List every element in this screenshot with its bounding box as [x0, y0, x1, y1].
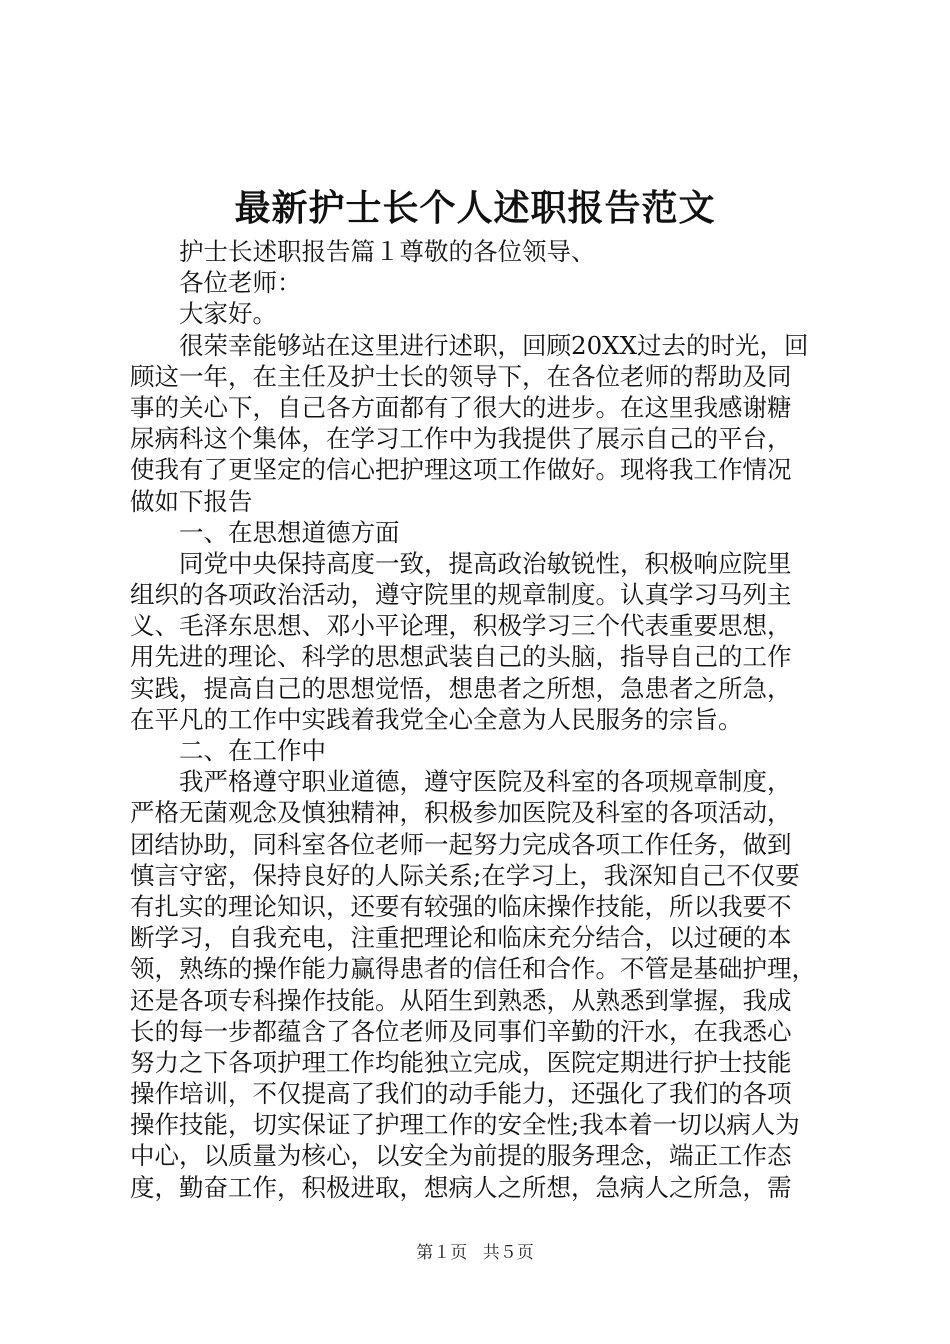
text-line: 度，勤奋工作，积极进取，想病人之所想，急病人之所急，需: [130, 1172, 792, 1202]
text-line: 有扎实的理论知识，还要有较强的临床操作技能，所以我要不: [130, 891, 792, 921]
text-line: 在平凡的工作中实践着我党全心全意为人民服务的宗旨。: [130, 704, 743, 734]
text-line: 中心，以质量为核心，以安全为前提的服务理念，端正工作态: [130, 1141, 792, 1171]
text-line: 尿病科这个集体，在学习工作中为我提供了展示自己的平台，: [130, 424, 792, 454]
text-line: 操作技能，切实保证了护理工作的安全性;我本着一切以病人为: [130, 1110, 800, 1140]
page-footer: [0, 1242, 950, 1264]
document-body: [130, 236, 830, 1203]
text-line: 大家好。: [179, 299, 277, 329]
text-line: 严格无菌观念及慎独精神，积极参加医院及科室的各项活动，: [130, 798, 792, 828]
text-line: 用先进的理论、科学的思想武装自己的头脑，指导自己的工作: [130, 642, 792, 672]
text-line: 实践，提高自己的思想觉悟，想患者之所想，急患者之所急，: [130, 673, 792, 703]
page-total: 共５页: [482, 1243, 534, 1263]
text-line: 慎言守密，保持良好的人际关系;在学习上，我深知自己不仅要: [130, 860, 800, 890]
page-number: 第１页: [416, 1243, 468, 1263]
text-line: 很荣幸能够站在这里进行述职，回顾20XX过去的时光，回: [179, 330, 809, 360]
text-line: 各位老师：: [179, 268, 302, 298]
text-line: 同党中央保持高度一致，提高政治敏锐性，积极响应院里: [179, 548, 792, 578]
text-line: 领，熟练的操作能力赢得患者的信任和合作。不管是基础护理，: [130, 954, 816, 984]
text-line: 团结协助，同科室各位老师一起努力完成各项工作任务，做到: [130, 829, 792, 859]
text-line: 我严格遵守职业道德，遵守医院及科室的各项规章制度，: [179, 767, 792, 797]
text-line: 长的每一步都蕴含了各位老师及同事们辛勤的汗水，在我悉心: [130, 1016, 792, 1046]
text-line: 做如下报告: [130, 486, 253, 516]
text-line: 顾这一年，在主任及护士长的领导下，在各位老师的帮助及同: [130, 361, 792, 391]
text-line: 断学习，自我充电，注重把理论和临床充分结合，以过硬的本: [130, 923, 792, 953]
text-line: 义、毛泽东思想、邓小平论理，积极学习三个代表重要思想，: [130, 611, 792, 641]
text-line: 操作培训，不仅提高了我们的动手能力，还强化了我们的各项: [130, 1079, 792, 1109]
document-title: 最新护士长个人述职报告范文: [234, 187, 716, 229]
text-line: 护士长述职报告篇１尊敬的各位领导、: [179, 237, 596, 266]
text-line: 一、在思想道德方面: [179, 517, 400, 547]
text-line: 努力之下各项护理工作均能独立完成，医院定期进行护士技能: [130, 1047, 792, 1077]
text-line: 还是各项专科操作技能。从陌生到熟悉，从熟悉到掌握，我成: [130, 985, 792, 1015]
text-line: 二、在工作中: [179, 736, 326, 765]
text-line: 事的关心下，自己各方面都有了很大的进步。在这里我感谢糖: [130, 392, 792, 422]
text-line: 组织的各项政治活动，遵守院里的规章制度。认真学习马列主: [130, 580, 792, 610]
text-line: 使我有了更坚定的信心把护理这项工作做好。现将我工作情况: [130, 455, 792, 485]
